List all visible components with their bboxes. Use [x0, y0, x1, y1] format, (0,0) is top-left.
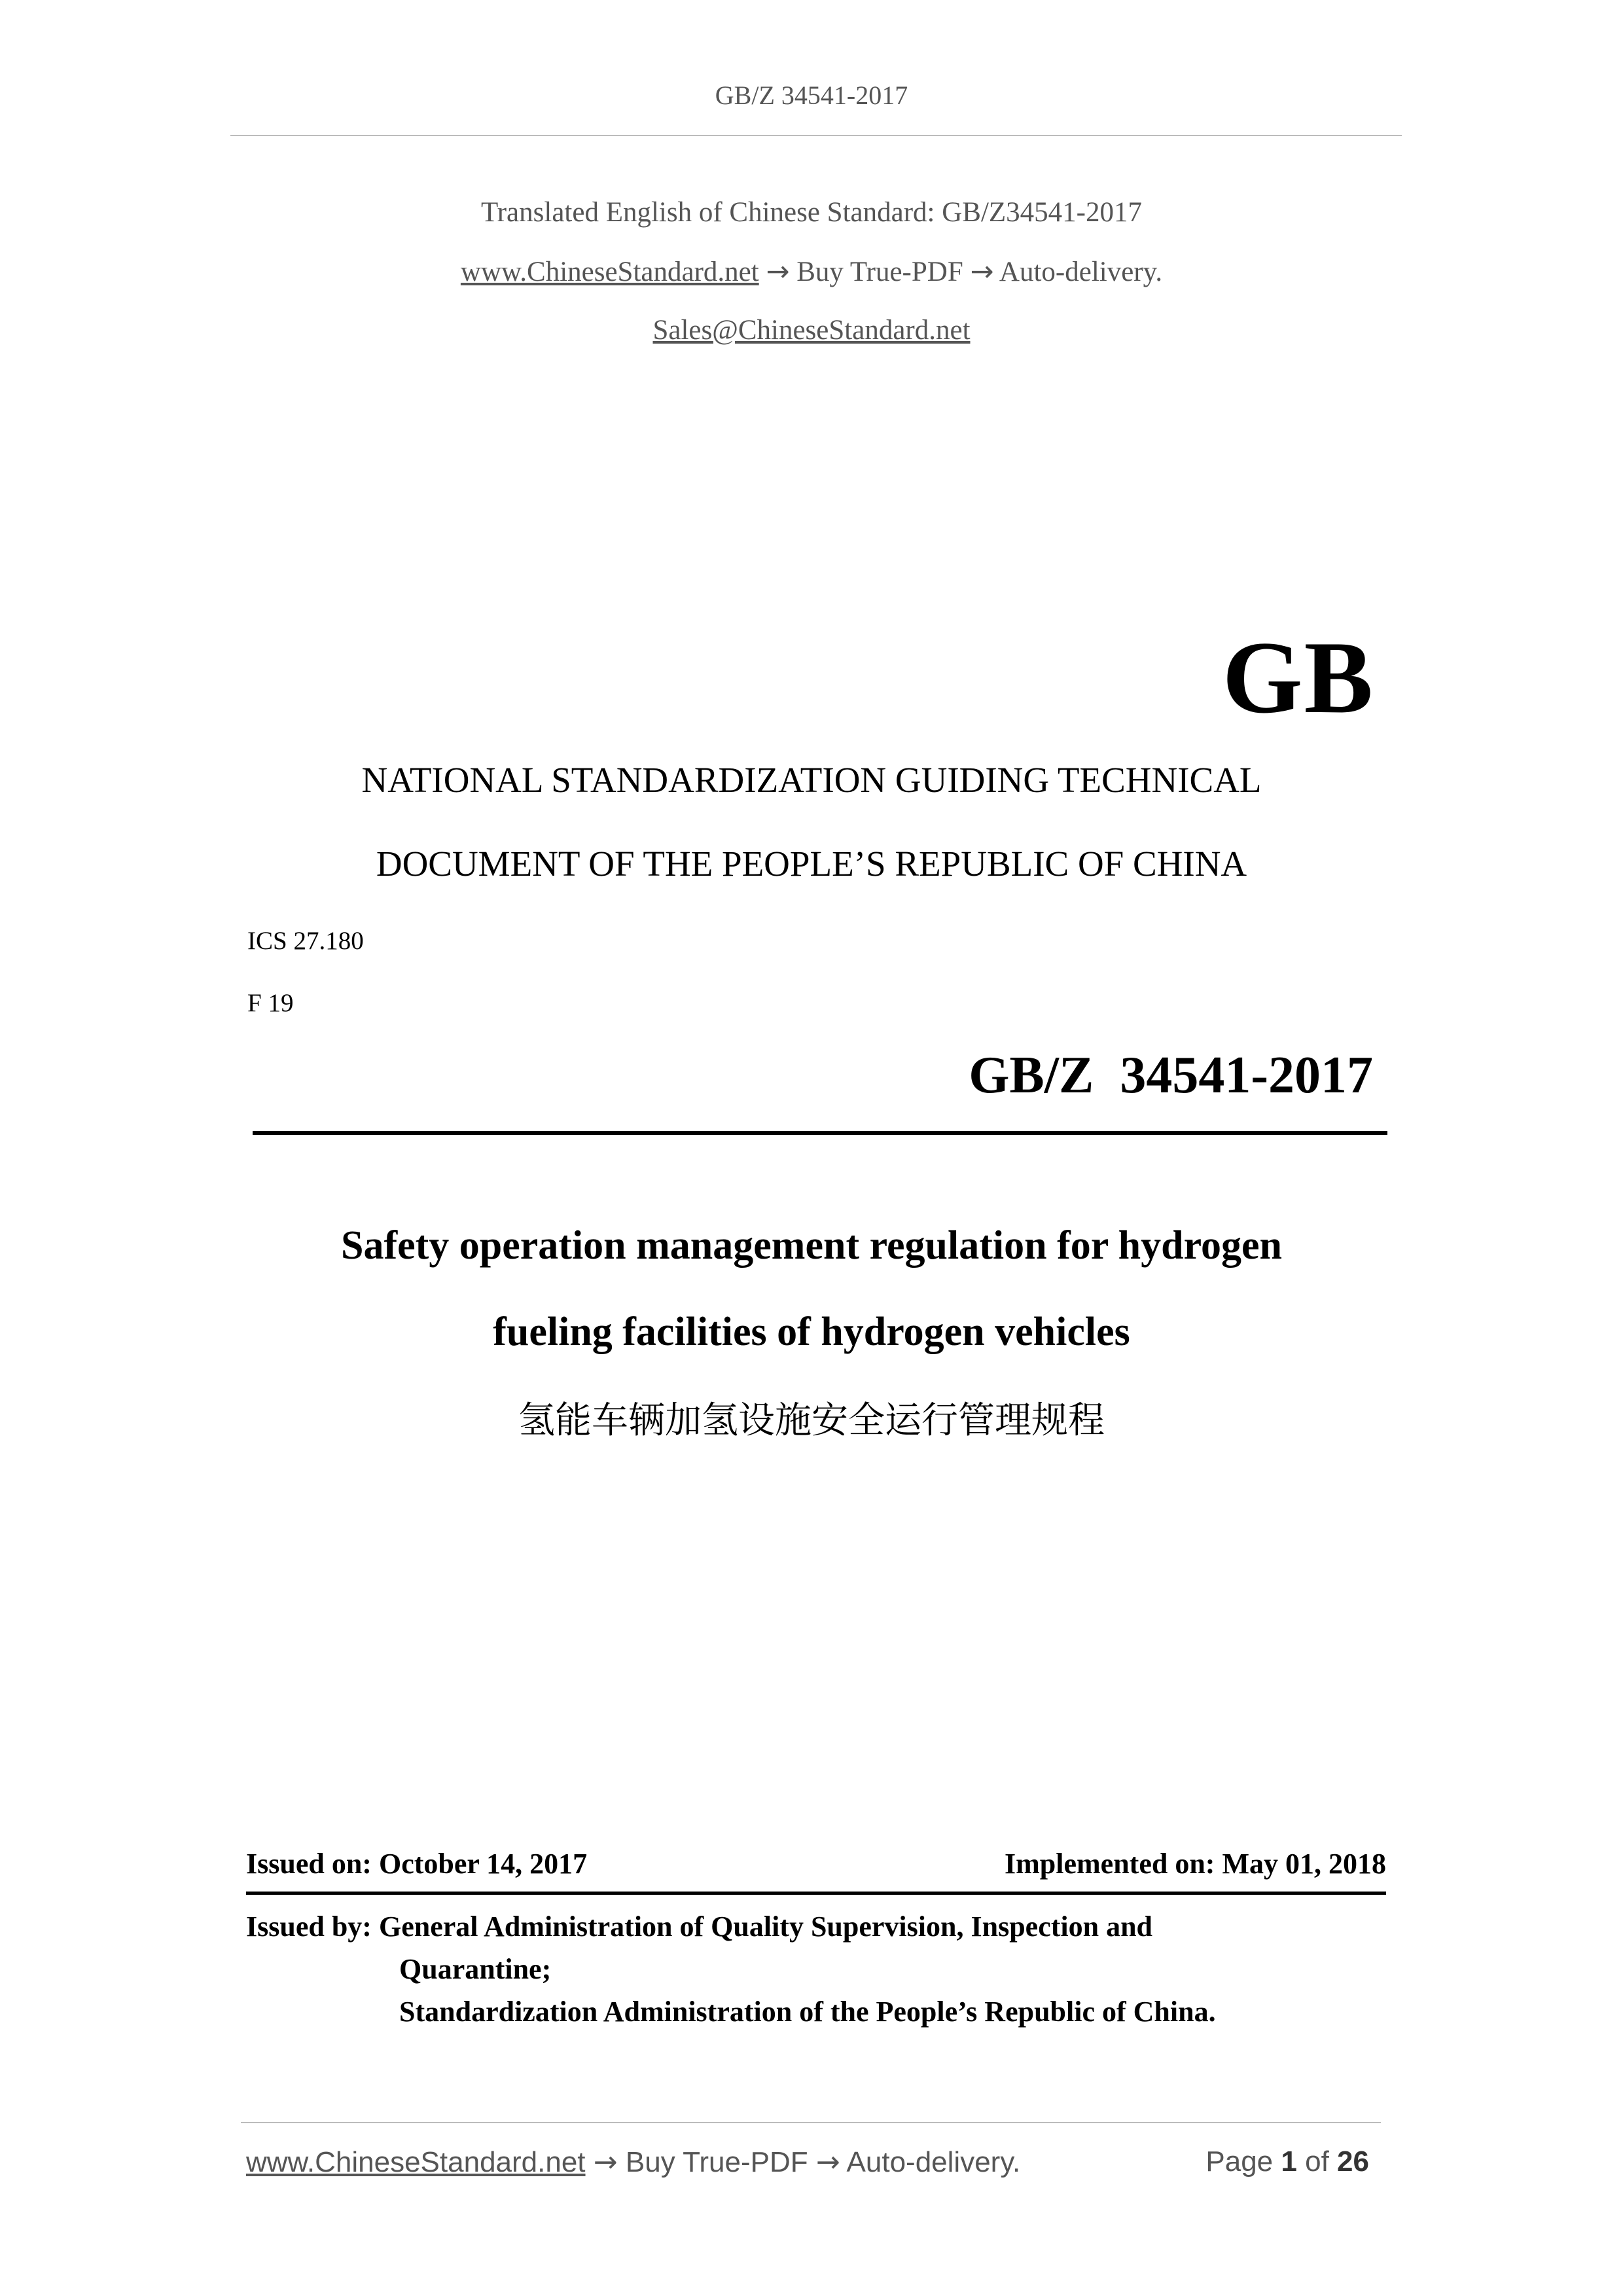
page-label: Page: [1205, 2145, 1274, 2178]
email-line: [0, 314, 1623, 346]
issued-by-line1: Issued by: General Administration of Quality Supervision, Inspection and: [246, 1910, 1153, 1943]
of-label: of: [1305, 2145, 1329, 2178]
buy-text: Buy True-PDF: [796, 257, 963, 287]
gb-logo: GB: [1222, 620, 1374, 735]
arrow-right-icon: →: [970, 255, 994, 288]
purchase-links: [0, 255, 1623, 288]
ics-code: ICS 27.180: [247, 927, 364, 955]
issued-by-line2: Quarantine;: [399, 1953, 552, 1985]
arrow-right-icon: →: [766, 255, 790, 288]
title-divider: [253, 1131, 1387, 1135]
footer-website-link[interactable]: www.ChineseStandard.net: [246, 2146, 586, 2178]
footer-links: [246, 2145, 1020, 2179]
delivery-text: Auto-delivery.: [999, 257, 1163, 287]
arrow-right-icon: →: [593, 2145, 618, 2179]
footer-divider: [241, 2122, 1381, 2123]
standard-type-line1: NATIONAL STANDARDIZATION GUIDING TECHNICAL: [361, 760, 1262, 800]
header-divider: [230, 135, 1402, 136]
standard-type-line2: DOCUMENT OF THE PEOPLE’S REPUBLIC OF CHINA: [376, 844, 1247, 884]
issued-on-date: Issued on: October 14, 2017: [246, 1848, 588, 1880]
title-en-line2: fueling facilities of hydrogen vehicles: [493, 1310, 1130, 1354]
implemented-on-date: Implemented on: May 01, 2018: [1005, 1848, 1386, 1880]
standard-number: GB/Z 34541-2017: [969, 1047, 1373, 1104]
issuance-divider: [246, 1892, 1386, 1895]
ccs-code: F 19: [247, 989, 294, 1017]
issued-by-line3: Standardization Administration of the People’s Republic of China.: [399, 1996, 1216, 2028]
page-indicator: [1205, 2145, 1369, 2178]
footer-buy-text: Buy True-PDF: [625, 2146, 808, 2178]
website-link[interactable]: www.ChineseStandard.net: [460, 257, 759, 287]
sales-email-link[interactable]: Sales@ChineseStandard.net: [652, 315, 971, 346]
title-en-line1: Safety operation management regulation for hydrogen: [341, 1223, 1282, 1268]
running-header: GB/Z 34541-2017: [715, 81, 908, 110]
title-cn: 氢能车辆加氢设施安全运行管理规程: [518, 1399, 1105, 1442]
page-total: 26: [1337, 2145, 1369, 2178]
arrow-right-icon: →: [815, 2145, 840, 2179]
translation-note: Translated English of Chinese Standard: GB/Z34541-2017: [480, 197, 1143, 228]
page-number: 1: [1281, 2145, 1297, 2178]
footer-delivery-text: Auto-delivery.: [846, 2146, 1021, 2178]
